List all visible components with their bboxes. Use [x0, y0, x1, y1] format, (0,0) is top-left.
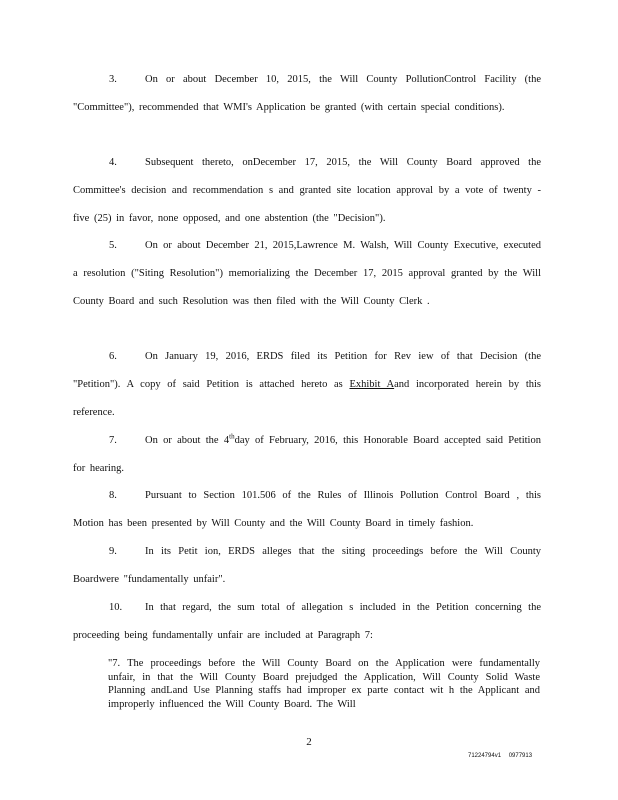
paragraph-number: 6.: [109, 351, 117, 362]
paragraph-text: Pursuant to Section 101.506 of the Rules of Illinois Pollution Control Board , this Motion has been presented by Will County and the Will County Board in timely fashion.: [73, 490, 541, 529]
exhibit-a-reference: Exhibit A: [349, 378, 395, 390]
paragraph-number: 4.: [109, 157, 117, 168]
paragraph-7: [73, 427, 541, 483]
paragraph-number: 10.: [109, 602, 123, 613]
paragraph-6: [73, 343, 541, 426]
paragraph-text: On or about December 10, 2015, the Will County PollutionControl Facility (the "Committee"), recommended that WMI's Application be granted (with certain special conditions).: [73, 74, 541, 113]
paragraph-8: [73, 482, 541, 538]
paragraph-text: In its Petit ion, ERDS alleges that the siting proceedings before the Will County Boardwere "fundamentally unfair".: [73, 546, 541, 585]
block-quote: "7. The proceedings before the Will County Board on the Application were fundamentally unfair, in that the Will County Board prejudged the Application, Will County Solid Waste Planning andLand Use Planning staffs had improper ex parte contact wit h the Applicant and improperly influenced the Will County Board. The Will: [108, 658, 540, 710]
paragraph-text: On or about December 21, 2015,Lawrence M. Walsh, Will County Executive, executed a resolution ("Siting Resolution") memorializing the December 17, 2015 approval granted by the Will County Board and such Resolution was then filed with the Will County Clerk .: [73, 240, 541, 307]
paragraph-text-after: day of February, 2016, this Honorable Board accepted said Petition for hearing.: [73, 435, 541, 474]
ordinal-superscript: th: [229, 432, 235, 441]
paragraph-number: 3.: [109, 74, 117, 85]
paragraph-number: 8.: [109, 490, 117, 501]
paragraph-4: [73, 149, 541, 232]
paragraph-text-before: On or about the 4: [145, 435, 230, 446]
page-number: 2: [306, 736, 312, 748]
paragraph-text-after: and incorporated herein by this reference.: [73, 378, 542, 418]
paragraph-text: In that regard, the sum total of allegation s included in the Petition concerning the proceeding being fundamentally unfair are included at Paragraph 7:: [73, 602, 541, 641]
paragraph-number: 7.: [109, 435, 117, 446]
paragraph-5: [73, 232, 541, 315]
paragraph-9: [73, 538, 541, 594]
paragraph-text: Subsequent thereto, onDecember 17, 2015, the Will County Board approved the Committee's decision and recommendation s and granted site location approval by a vote of twenty -five (25) in favor, none opposed, and one abstention (the "Decision").: [73, 157, 541, 224]
document-id: 71224794v1 0977913: [468, 753, 533, 759]
paragraph-number: 9.: [109, 546, 117, 557]
paragraph-10: [73, 594, 541, 650]
paragraph-text-before: On January 19, 2016, ERDS filed its Petition for Rev iew of that Decision (the "Petition"). A copy of said Petition is attached hereto as: [73, 351, 541, 390]
paragraph-3: [73, 66, 541, 122]
paragraph-number: 5.: [109, 240, 117, 251]
